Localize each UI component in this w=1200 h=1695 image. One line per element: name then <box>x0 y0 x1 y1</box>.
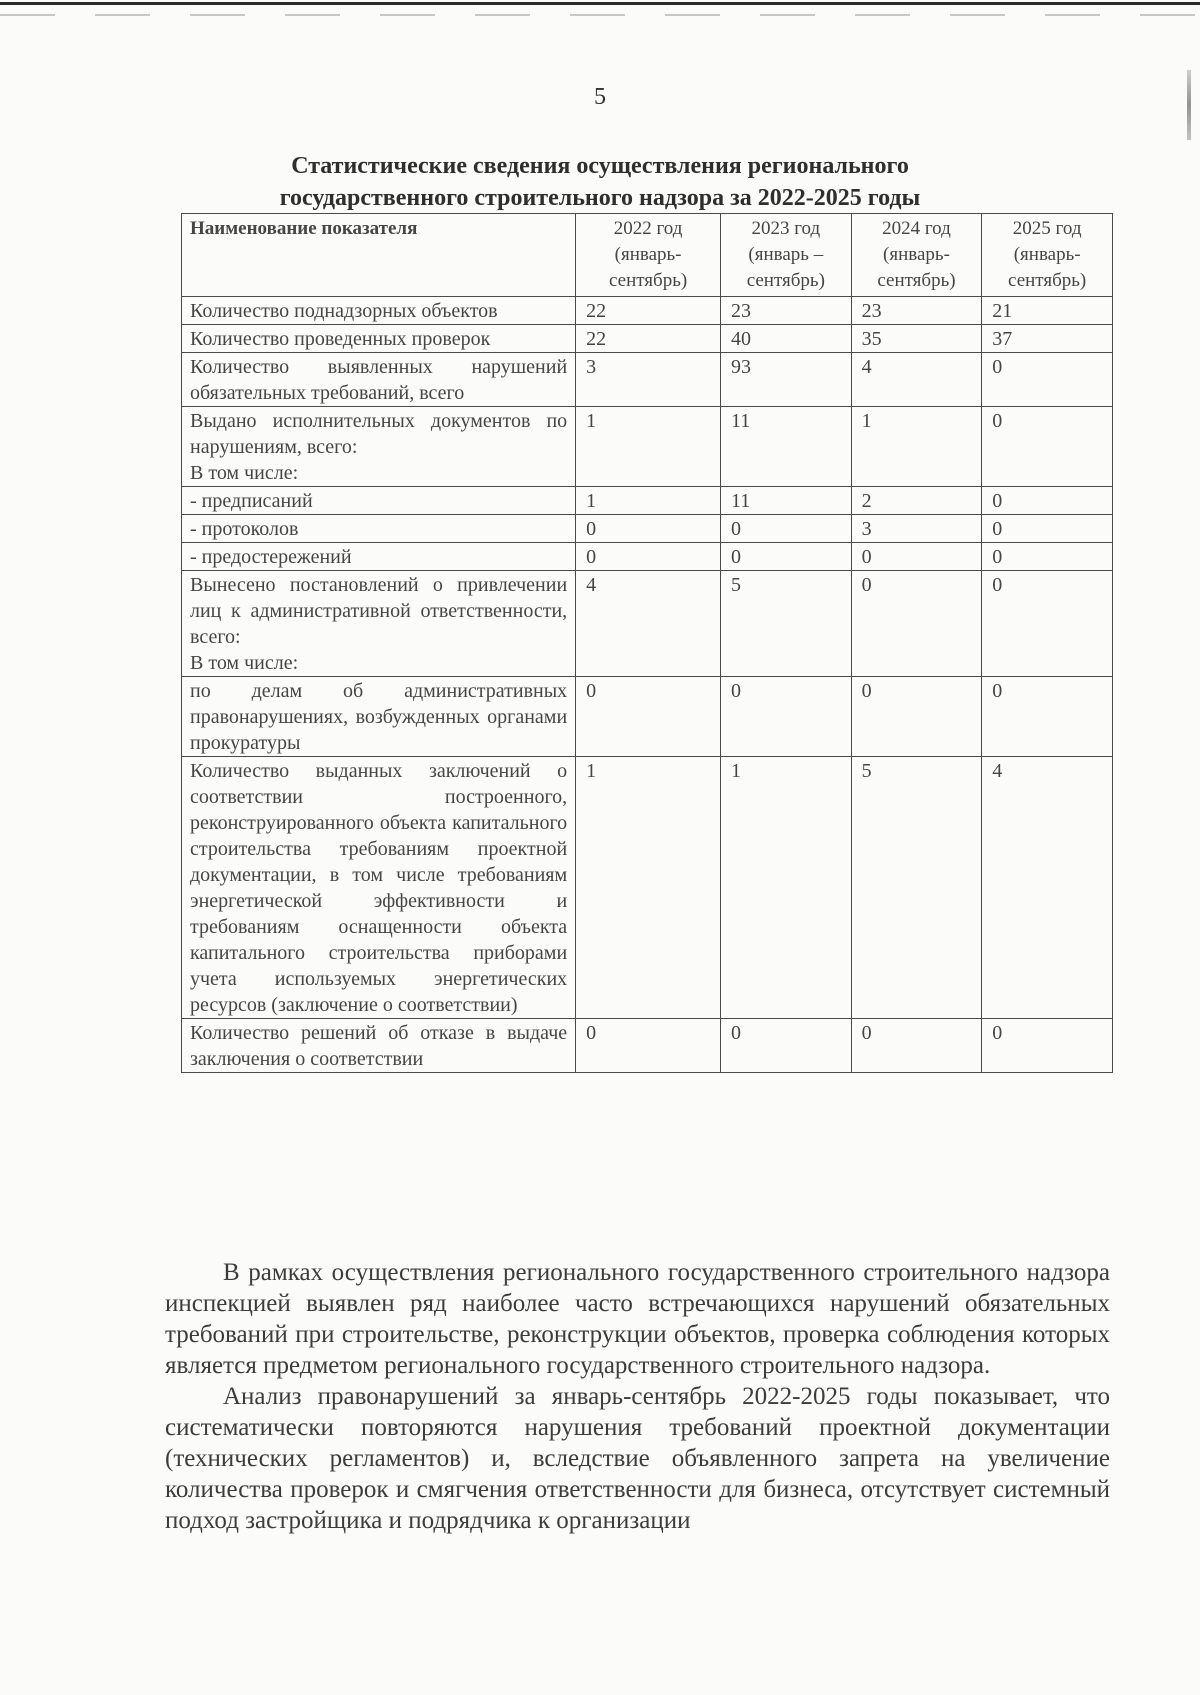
row-sublabel: В том числе: <box>190 462 299 484</box>
row-label-group <box>182 407 576 487</box>
table-row <box>182 677 1113 757</box>
cell-value: 0 <box>576 543 721 571</box>
cell-value: 0 <box>576 515 721 543</box>
paragraph: В рамках осуществления регионального государственного строительного надзора инспекцией выявлен ряд наиболее часто встречающихся нарушений обязательных требований при строительстве, реконструкции объектов, проверка соблюдения которых является предметом регионального государственного строительного надзора. <box>165 1259 1110 1379</box>
cell-value: 5 <box>720 571 851 677</box>
row-label: Количество поднадзорных объектов <box>182 297 576 325</box>
cell-value: 0 <box>851 543 982 571</box>
cell-value: 1 <box>576 487 721 515</box>
table-row <box>182 757 1113 1019</box>
row-label: Количество решений об отказе в выдаче заключения о соответствии <box>182 1019 576 1073</box>
page-number: 5 <box>594 84 606 110</box>
cell-value: 22 <box>576 325 721 353</box>
table-row <box>182 543 1113 571</box>
cell-value: 1 <box>576 757 721 1019</box>
row-label: Вынесено постановлений о привлечении лиц к административной ответственности, всего: <box>190 574 568 648</box>
cell-value: 35 <box>851 325 982 353</box>
cell-value: 23 <box>720 297 851 325</box>
row-label: - предостережений <box>182 543 576 571</box>
cell-value: 93 <box>720 353 851 407</box>
column-header-2024: 2024 год (январь-сентябрь) <box>851 214 982 297</box>
cell-value: 21 <box>982 297 1113 325</box>
column-header-indicator: Наименование показателя <box>182 214 576 297</box>
body-text <box>165 1257 1110 1536</box>
cell-value: 37 <box>982 325 1113 353</box>
row-label: Количество выданных заключений о соответствии построенного, реконструированного объекта капитального строительства требованиям проектной документации, в том числе требованиям энергетической эффективности и требованиям оснащенности объекта капитального строительства приборами учета используемых энергетических ресурсов (заключение о соответствии) <box>182 757 576 1019</box>
cell-value: 5 <box>851 757 982 1019</box>
document-title-line-1: Статистические сведения осуществления регионального <box>291 153 909 179</box>
row-label: Выдано исполнительных документов по нарушениям, всего: <box>190 410 568 458</box>
cell-value: 0 <box>720 515 851 543</box>
cell-value: 1 <box>851 407 982 487</box>
cell-value: 0 <box>982 407 1113 487</box>
table-row <box>182 487 1113 515</box>
cell-value: 0 <box>851 571 982 677</box>
table-header-row <box>182 214 1113 297</box>
column-header-2025: 2025 год (январь-сентябрь) <box>982 214 1113 297</box>
document-title-line-2: государственного строительного надзора за 2022-2025 годы <box>279 185 921 211</box>
table-row <box>182 571 1113 677</box>
cell-value: 0 <box>982 543 1113 571</box>
cell-value: 2 <box>851 487 982 515</box>
cell-value: 1 <box>720 757 851 1019</box>
cell-value: 0 <box>982 571 1113 677</box>
row-sublabel: В том числе: <box>190 652 299 674</box>
cell-value: 3 <box>576 353 721 407</box>
cell-value: 4 <box>576 571 721 677</box>
cell-value: 23 <box>851 297 982 325</box>
cell-value: 0 <box>851 1019 982 1073</box>
row-label: Количество проведенных проверок <box>182 325 576 353</box>
cell-value: 0 <box>982 515 1113 543</box>
cell-value: 0 <box>720 543 851 571</box>
table-row <box>182 325 1113 353</box>
cell-value: 0 <box>982 677 1113 757</box>
cell-value: 4 <box>851 353 982 407</box>
row-label: Количество выявленных нарушений обязательных требований, всего <box>182 353 576 407</box>
row-label: - протоколов <box>182 515 576 543</box>
cell-value: 0 <box>576 1019 721 1073</box>
row-label: по делам об административных правонарушениях, возбужденных органами прокуратуры <box>182 677 576 757</box>
cell-value: 4 <box>982 757 1113 1019</box>
table-row <box>182 297 1113 325</box>
cell-value: 11 <box>720 487 851 515</box>
cell-value: 0 <box>982 487 1113 515</box>
table-row <box>182 1019 1113 1073</box>
statistics-table <box>181 213 1113 1073</box>
cell-value: 11 <box>720 407 851 487</box>
cell-value: 0 <box>720 677 851 757</box>
cell-value: 0 <box>982 1019 1113 1073</box>
cell-value: 40 <box>720 325 851 353</box>
cell-value: 0 <box>576 677 721 757</box>
scan-top-border <box>0 2 1200 5</box>
table-row <box>182 407 1113 487</box>
cell-value: 1 <box>576 407 721 487</box>
paragraph: Анализ правонарушений за январь-сентябрь 2022-2025 годы показывает, что систематически повторяются нарушения требований проектной документации (технических регламентов) и, вследствие объявленного запрета на увеличение количества проверок и смягчения ответственности для бизнеса, отсутствует системный подход застройщика и подрядчика к организации <box>165 1383 1110 1534</box>
cell-value: 0 <box>720 1019 851 1073</box>
column-header-2023: 2023 год (январь – сентябрь) <box>720 214 851 297</box>
row-label-group <box>182 571 576 677</box>
table-row <box>182 353 1113 407</box>
cell-value: 0 <box>851 677 982 757</box>
cell-value: 3 <box>851 515 982 543</box>
row-label: - предписаний <box>182 487 576 515</box>
cell-value: 0 <box>982 353 1113 407</box>
cell-value: 22 <box>576 297 721 325</box>
scan-top-dash-line <box>0 14 1200 16</box>
table-row <box>182 515 1113 543</box>
document-title <box>180 150 1020 214</box>
column-header-2022: 2022 год (январь-сентябрь) <box>576 214 721 297</box>
